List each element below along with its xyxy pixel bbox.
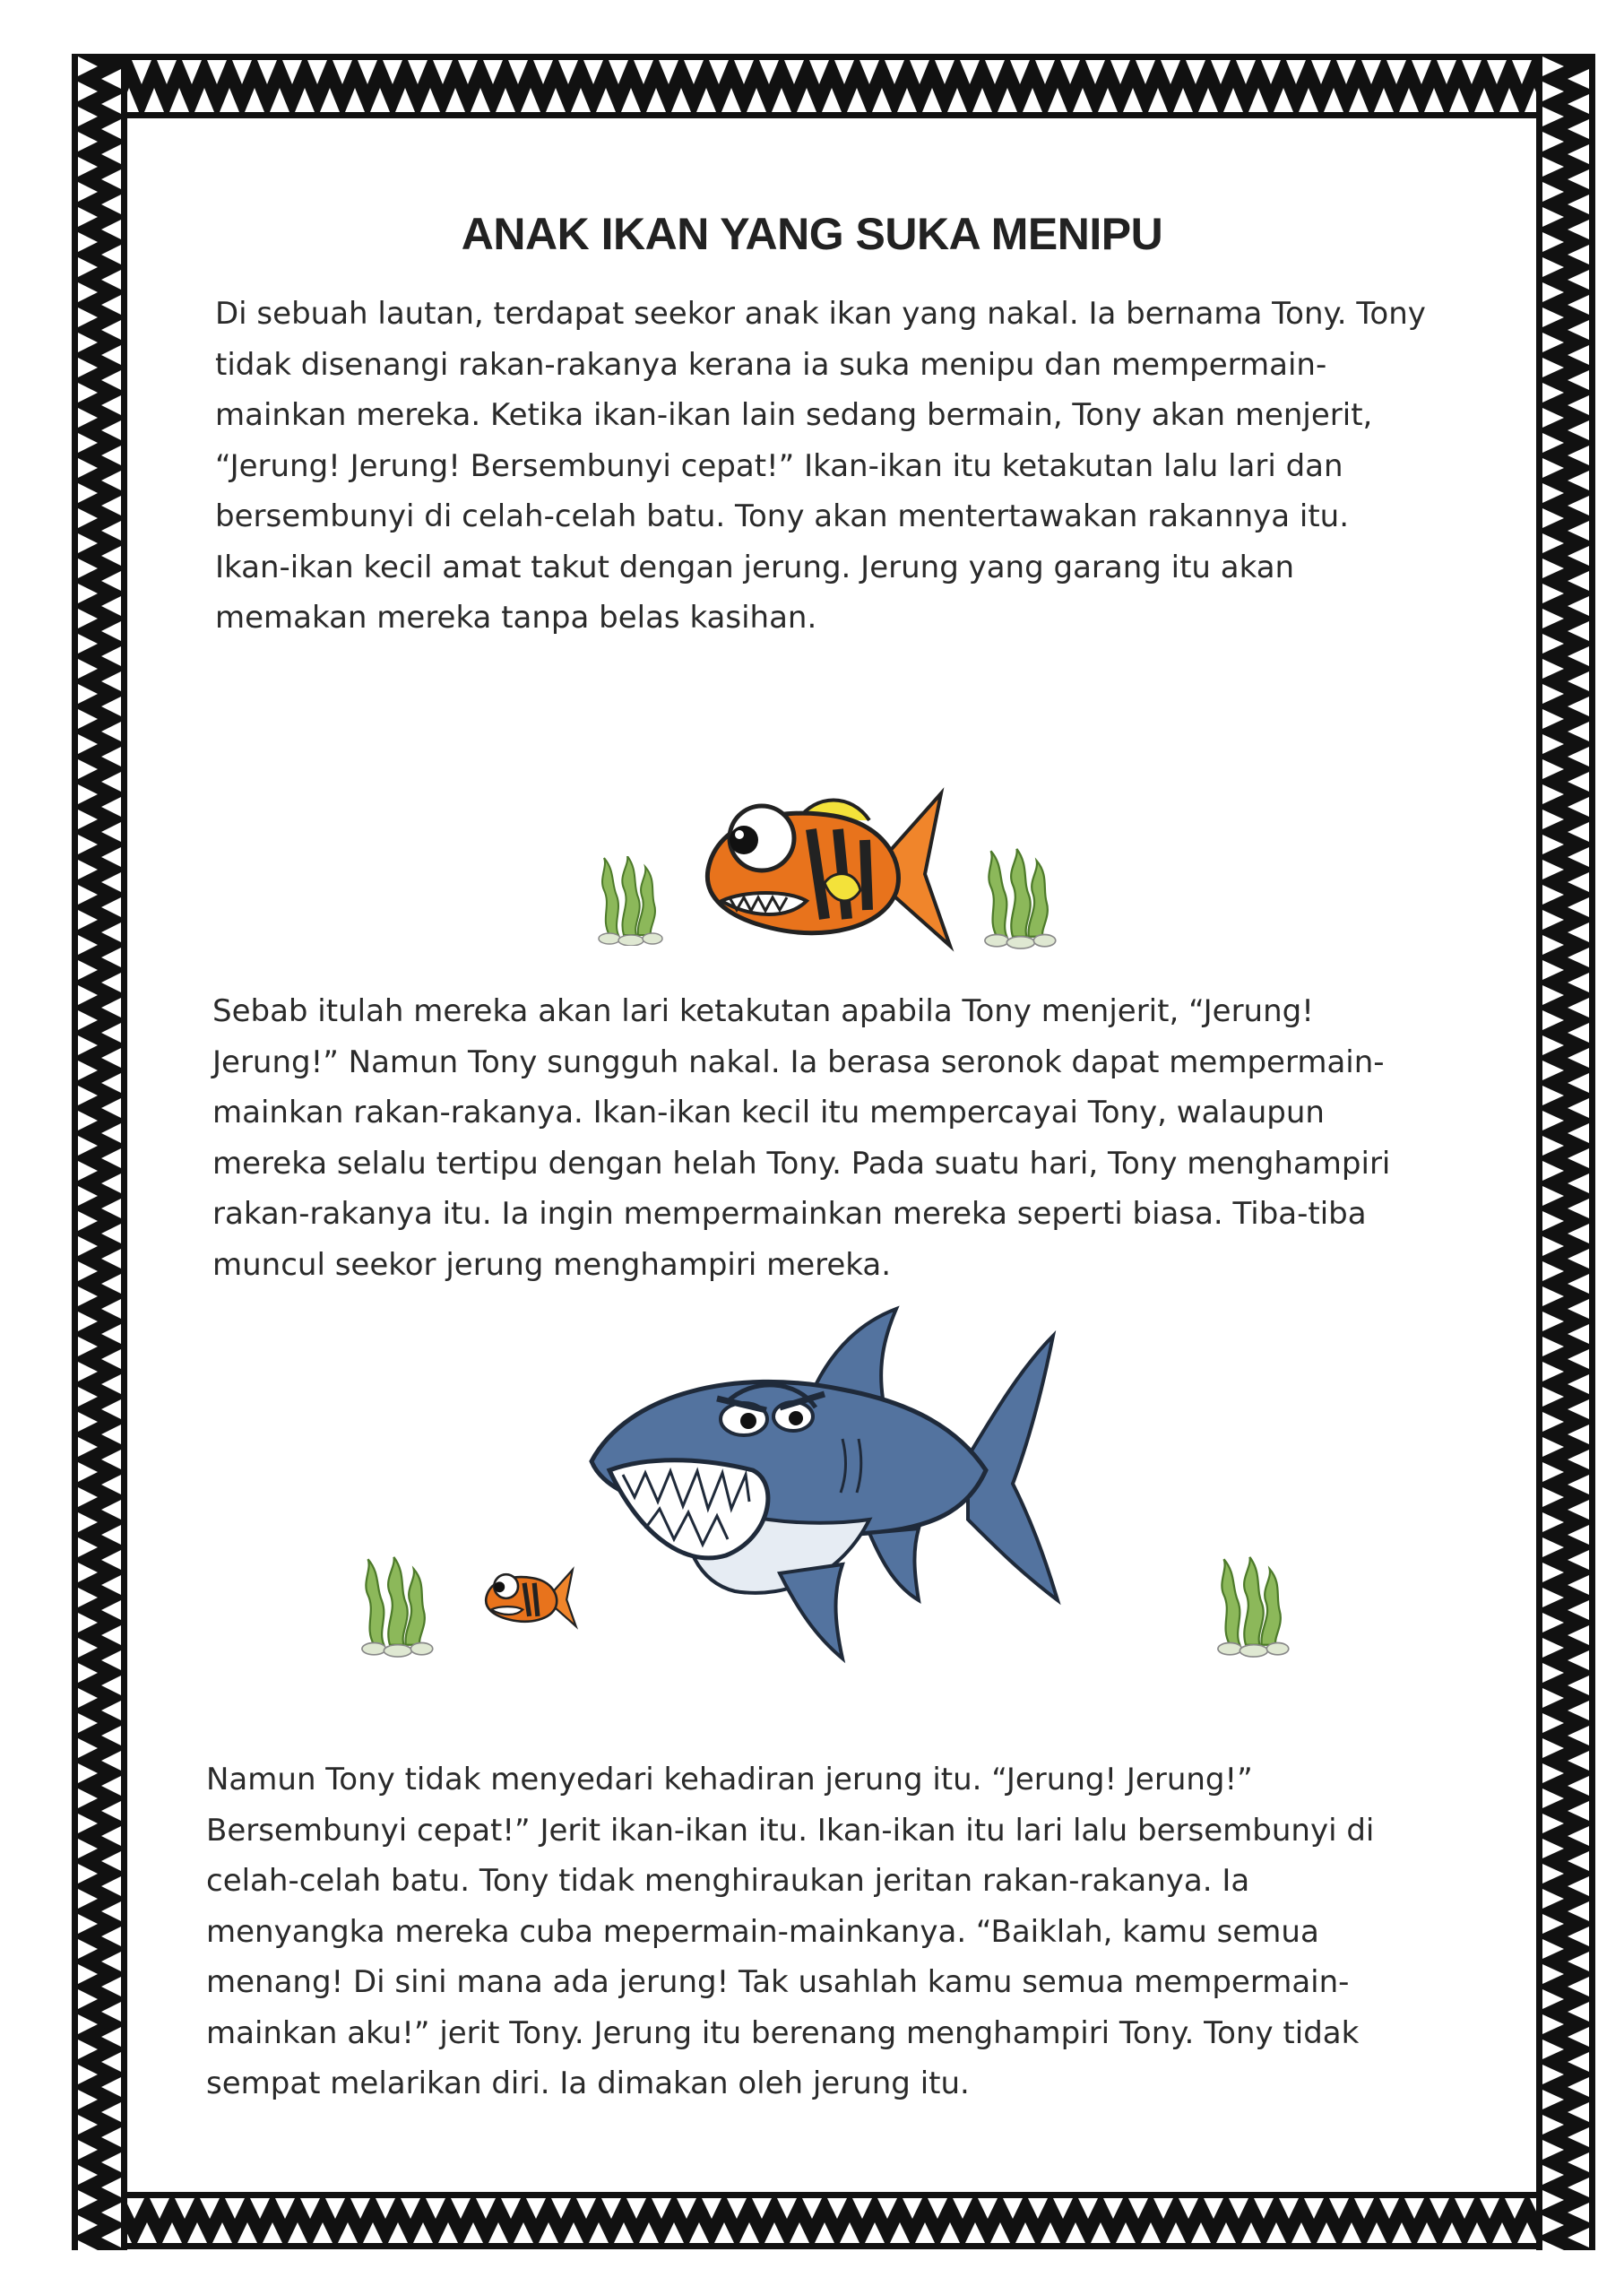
paragraph-line: mainkan mereka. Ketika ikan-ikan lain sedang bermain, Tony akan menjerit,	[215, 397, 1373, 433]
paragraph-line: mainkan aku!” jerit Tony. Jerung itu berenang menghampiri Tony. Tony tidak	[206, 2014, 1360, 2051]
orange-fish-icon	[479, 1564, 583, 1632]
paragraph-line: bersembunyi di celah-celah batu. Tony akan mentertawakan rakannya itu.	[215, 498, 1350, 534]
paragraph-line: Ikan-ikan kecil amat takut dengan jerung. Jerung yang garang itu akan	[215, 549, 1295, 585]
border-bottom	[72, 2192, 1595, 2249]
story-title: ANAK IKAN YANG SUKA MENIPU	[461, 209, 1163, 259]
paragraph-line: Di sebuah lautan, terdapat seekor anak ikan yang nakal. Ia bernama Tony. Tony	[215, 296, 1426, 332]
border-left	[72, 54, 127, 2250]
paragraph-line: Bersembunyi cepat!” Jerit ikan-ikan itu. Ikan-ikan itu lari lalu bersembunyi di	[206, 1812, 1375, 1849]
shark-icon	[574, 1304, 1075, 1681]
seaweed-icon	[592, 856, 672, 946]
paragraph-line: rakan-rakanya itu. Ia ingin mempermainkan mereka seperti biasa. Tiba-tiba	[212, 1196, 1367, 1232]
paragraph-line: mereka selalu tertipu dengan helah Tony. Pada suatu hari, Tony menghampiri	[212, 1145, 1391, 1182]
paragraph-line: Namun Tony tidak menyedari kehadiran jerung itu. “Jerung! Jerung!”	[206, 1762, 1253, 1797]
paragraph-line: celah-celah batu. Tony tidak menghiraukan jeritan rakan-rakanya. Ia	[206, 1863, 1250, 1899]
paragraph-line: tidak disenangi rakan-rakanya kerana ia suka menipu dan mempermain-	[215, 346, 1327, 383]
paragraph-line: menyangka mereka cuba mepermain-mainkanya. “Baiklah, kamu semua	[206, 1913, 1319, 1950]
paragraph-line: sempat melarikan diri. Ia dimakan oleh jerung itu.	[206, 2066, 970, 2101]
orange-fish-icon	[690, 784, 968, 955]
paragraph-line: Jerung!” Namun Tony sungguh nakal. Ia berasa seronok dapat mempermain-	[212, 1044, 1385, 1080]
paragraph-line: Sebab itulah mereka akan lari ketakutan apabila Tony menjerit, “Jerung!	[212, 993, 1314, 1029]
border-right	[1536, 54, 1595, 2250]
paragraph-1	[215, 289, 1426, 644]
paragraph-line: “Jerung! Jerung! Bersembunyi cepat!” Ikan-ikan itu ketakutan lalu lari dan	[215, 447, 1343, 484]
paragraph-line: muncul seekor jerung menghampiri mereka.	[212, 1246, 892, 1283]
border-top	[79, 54, 1594, 118]
paragraph-line: menang! Di sini mana ada jerung! Tak usahlah kamu semua mempermain-	[206, 1964, 1350, 2000]
seaweed-icon	[977, 847, 1067, 950]
paragraph-line: memakan mereka tanpa belas kasihan.	[215, 600, 817, 636]
seaweed-icon	[1210, 1555, 1300, 1658]
paragraph-2	[212, 986, 1390, 1290]
seaweed-icon	[354, 1555, 444, 1658]
paragraph-line: mainkan rakan-rakanya. Ikan-ikan kecil itu mempercayai Tony, walaupun	[212, 1095, 1325, 1130]
paragraph-3	[206, 1754, 1374, 2109]
